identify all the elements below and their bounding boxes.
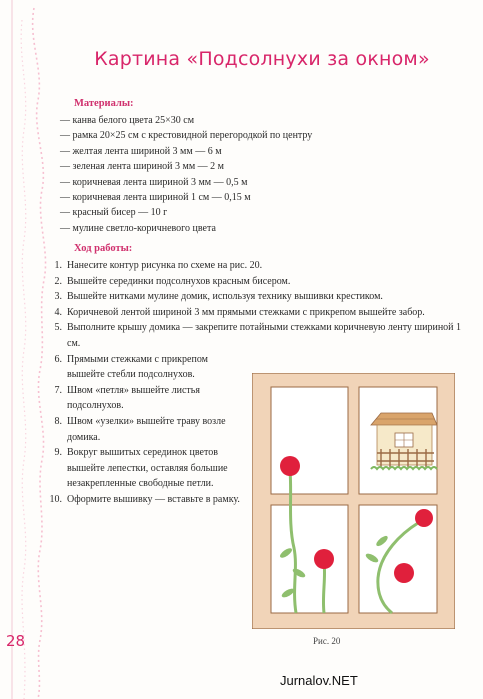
step-number: 2.	[54, 275, 62, 287]
step-text: Швом «петля» вышейте листья подсолнухов.	[67, 384, 200, 412]
materials-item: — коричневая лента шириной 3 мм — 0,5 м	[60, 176, 248, 188]
step-text: Оформите вышивку — вставьте в рамку.	[67, 493, 240, 505]
materials-item: — зеленая лента шириной 3 мм — 2 м	[60, 161, 225, 173]
page-number: 28	[6, 632, 26, 650]
materials-item: — желтая лента шириной 3 мм — 6 м	[60, 145, 222, 157]
step-number: 3.	[54, 291, 62, 303]
step-text: Вышейте нитками мулине домик, используя технику вышивки крестиком.	[67, 291, 383, 303]
step-text: Вышейте серединки подсолнухов красным бисером.	[67, 275, 291, 287]
house-drawing	[371, 413, 437, 469]
step-number: 9.	[54, 447, 62, 459]
step-number: 4.	[54, 306, 62, 318]
step-item	[44, 320, 464, 351]
materials-item: — коричневая лента шириной 1 см — 0,15 м	[60, 192, 251, 204]
figure-caption: Рис. 20	[313, 636, 341, 646]
window-pane-top-left	[271, 387, 348, 494]
step-number: 5.	[54, 322, 62, 334]
step-item	[44, 305, 464, 321]
step-text: Вокруг вышитых серединок цветов вышейте лепестки, оставляя большие незакрепленные свободные петли.	[67, 447, 228, 490]
step-item	[44, 274, 464, 290]
step-text: Швом «узелки» вышейте траву возле домика.	[67, 415, 226, 443]
step-number: 10.	[49, 493, 62, 505]
step-number: 1.	[54, 260, 62, 271]
materials-item: — мулине светло-коричневого цвета	[60, 222, 216, 234]
step-text: Нанесите контур рисунка по схеме на рис. 20.	[67, 260, 263, 271]
watermark-text: Jurnalov.NET	[280, 673, 358, 688]
materials-item: — рамка 20×25 см с крестовидной перегородкой по центру	[60, 130, 313, 142]
step-text: Выполните крышу домика — закрепите потайными стежками коричневую ленту шириной 1 см.	[67, 322, 462, 349]
step-number: 8.	[54, 415, 62, 427]
page-title: Картина «Подсолнухи за окном»	[94, 48, 430, 70]
step-item	[44, 258, 464, 274]
work-heading: Ход работы:	[74, 243, 133, 254]
materials-item: — канва белого цвета 25×30 см	[60, 115, 195, 126]
materials-item: — красный бисер — 10 г	[60, 207, 168, 219]
materials-list	[60, 113, 460, 236]
step-number: 7.	[54, 384, 62, 396]
materials-heading: Материалы:	[74, 98, 134, 109]
step-item	[44, 289, 464, 305]
step-text: Коричневой лентой шириной 3 мм прямыми стежками с прикрепом вышейте забор.	[67, 306, 425, 318]
step-text: Прямыми стежками с прикрепом вышейте стебли подсолнухов.	[67, 353, 208, 381]
step-number: 6.	[54, 353, 62, 365]
sunflowers-window-illustration	[252, 373, 455, 629]
